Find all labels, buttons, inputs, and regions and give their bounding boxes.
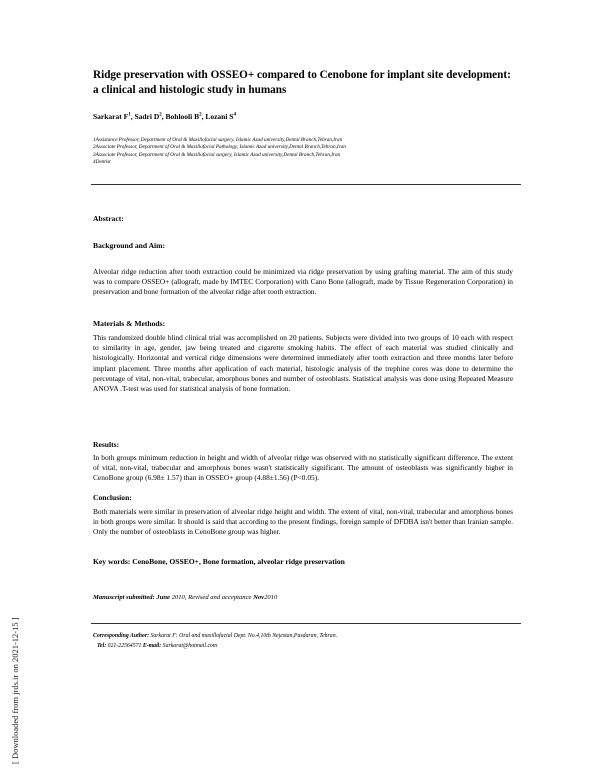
methods-heading: Materials & Methods: <box>93 319 166 328</box>
affiliation-3: 3Associate Professor, Department of Oral & Maxillofacial surgery, Islamic Azad university,Dental Branch,Tehran,Iran <box>93 151 341 158</box>
phone-number: 021-22564571 <box>107 643 142 649</box>
corresponding-author: Corresponding Author: Sarkarat F: Oral and maxillofacial Dept. No.4,10th Nejestan,Pasdaran, Tehran. Tel: 021-22564571 E-mail: Sarkarat@hotmail.com <box>93 633 338 649</box>
conclusion-heading: Conclusion: <box>93 493 132 502</box>
author-4: Lozani S <box>205 112 234 121</box>
paper-title: Ridge preservation with OSSEO+ compared to Cenobone for implant site development: a clinical and histologic study in humans <box>93 69 511 96</box>
keywords: Key words: CenoBone, OSSEO+, Bone formation, alveolar ridge preservation <box>93 557 345 566</box>
affiliation-2: 2Associate Professor, Department of Oral & Maxillofacial Pathology, Islamic Azad university,Dental Branch,Tehran,Iran <box>93 144 346 151</box>
results-text: In both groups minimum reduction in height and width of alveolar ridge was observed with no statistically significant difference. The extent of vital, non-vital, trabecular and amorphous bones wasn't statistically significant. The amount of osteoblasts was significantly higher in CenoBone group (6.98± 1.57) than in OSSEO+ group (4.88±1.56) (P<0.05). <box>93 453 513 483</box>
affiliations <box>93 137 513 167</box>
author-list: Sarkarat $F^1$, Sadri $D^2$, Bohlooli $B^2$, Lozani $S^4$ <box>93 112 236 121</box>
download-watermark: [ Downloaded from jrds.ir on 2021-12-15 ] <box>10 617 20 764</box>
affiliation-4: 4Dentist <box>93 159 111 166</box>
conclusion-text: Both materials were similar in preservation of alveolar ridge height and width. The extent of vital, non-vital, trabecular and amorphous bones in both groups were similar. It should is said that according to the present findings, foreign sample of DFDBA isn't better than Iranian sample. Only the number of osteoblasts in CenoBone group was higher. <box>93 507 513 537</box>
footer-divider <box>91 623 521 624</box>
author-1: Sarkarat F <box>93 112 129 121</box>
author-3: Bohlooli B <box>165 112 200 121</box>
submission-dates: Manuscript submitted: June 2010, Revised and acceptance Nov2010 <box>93 594 278 601</box>
results-heading: Results: <box>93 440 120 449</box>
affiliation-1: 1Assistance Professor, Department of Oral & Maxillofacial surgery, Islamic Azad university,Dental Branch,Tehran,Iran <box>93 137 343 143</box>
top-divider <box>91 184 521 185</box>
background-text: Alveolar ridge reduction after tooth extraction could be minimized via ridge preservation by using grafting material. The aim of this study was to compare OSSEO+ (allograft, made by IMTEC Corporation) with Cano Bone (allograft, made by Tissue Regeneration Corporation) in preservation and bone formation of the alveolar ridge after tooth extraction. <box>93 267 513 297</box>
abstract-heading: Abstract: <box>93 214 124 223</box>
background-heading: Background and Aim: <box>93 241 166 250</box>
email-address[interactable]: Sarkarat@hotmail.com <box>162 643 218 649</box>
author-2: Sadri D <box>134 112 160 121</box>
methods-text: This randomized double blind clinical trial was accomplished on 20 patients. Subjects were divided into two groups of 10 each with respect to similarity in age, gender, jaw being treated and cigarette smoking habits. The effect of each material was studied clinically and histologically. Horizontal and vertical ridge dimensions were determined immediately after tooth extraction and three months later before implant placement. Three months after application of each material, histologic analysis of the trephine cores was done to determine the percentage of vital, non-vital, trabecular, amorphous bones and number of osteoblasts. Statistical analysis was done using Repeated Measure ANOVA .T-test was used for statistical analysis of bone formation. <box>93 333 513 394</box>
